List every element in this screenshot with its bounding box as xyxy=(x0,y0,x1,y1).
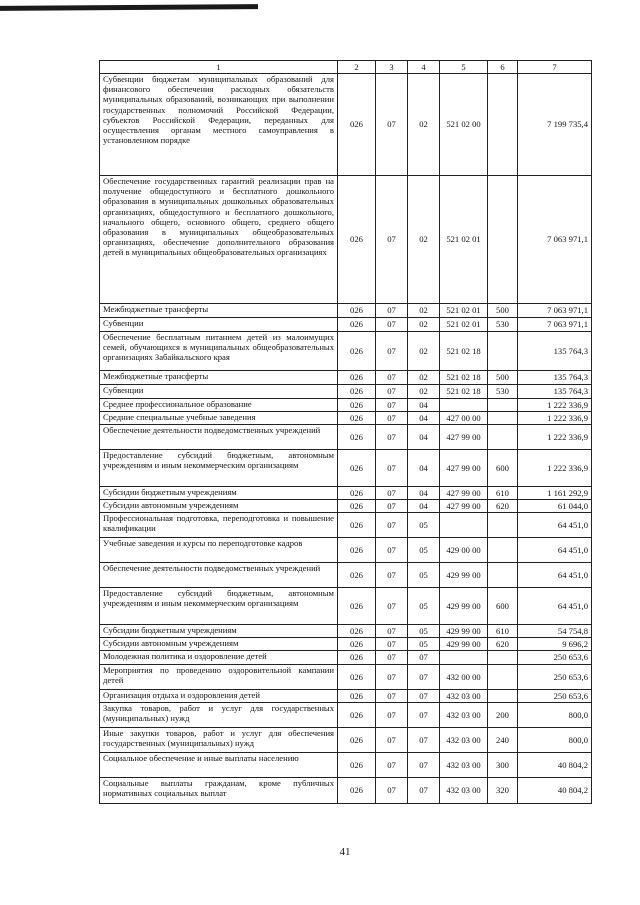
cell-subsection: 05 xyxy=(408,538,440,563)
table-row xyxy=(100,563,592,588)
cell-section: 07 xyxy=(376,500,408,513)
cell-name: Учебные заведения и курсы по переподготовке кадров xyxy=(100,538,338,563)
cell-expense-type: 300 xyxy=(488,753,518,778)
cell-section: 07 xyxy=(376,513,408,538)
cell-expense-type: 500 xyxy=(488,304,518,318)
cell-expense-type xyxy=(488,176,518,304)
cell-target-article xyxy=(440,399,488,412)
table-row xyxy=(100,665,592,690)
cell-subsection: 02 xyxy=(408,176,440,304)
cell-name: Субвенции бюджетам муниципальных образований для финансового обеспечения расходных обязательств муниципальных образований, возникающих при выполнении государственных полномочий Российской Федерации, субъектов Российской Федерации, переданных для осуществления органам местного самоуправления в установленном порядке xyxy=(100,74,338,176)
cell-amount: 64 451,0 xyxy=(518,538,592,563)
table-row xyxy=(100,450,592,487)
cell-subsection: 07 xyxy=(408,703,440,728)
table-row xyxy=(100,412,592,425)
cell-name: Субсидии бюджетным учреждениям xyxy=(100,625,338,638)
cell-name: Иные закупки товаров, работ и услуг для обеспечения государственных (муниципальных) нужд xyxy=(100,728,338,753)
cell-target-article: 432 03 00 xyxy=(440,778,488,804)
cell-name: Субсидии бюджетным учреждениям xyxy=(100,487,338,500)
cell-expense-type xyxy=(488,563,518,588)
cell-name: Социальные выплаты гражданам, кроме публичных нормативных социальных выплат xyxy=(100,778,338,804)
cell-expense-type xyxy=(488,425,518,450)
cell-section: 07 xyxy=(376,450,408,487)
cell-section: 07 xyxy=(376,690,408,703)
cell-section: 07 xyxy=(376,412,408,425)
cell-expense-type: 610 xyxy=(488,487,518,500)
cell-code: 026 xyxy=(338,332,376,371)
cell-section: 07 xyxy=(376,385,408,399)
cell-amount: 64 451,0 xyxy=(518,563,592,588)
cell-target-article: 429 99 00 xyxy=(440,588,488,625)
cell-target-article: 521 02 18 xyxy=(440,332,488,371)
table-header-row xyxy=(100,61,592,74)
cell-code: 026 xyxy=(338,399,376,412)
cell-name: Межбюджетные трансферты xyxy=(100,304,338,318)
cell-amount: 250 653,6 xyxy=(518,690,592,703)
cell-expense-type xyxy=(488,74,518,176)
cell-target-article: 429 99 00 xyxy=(440,625,488,638)
cell-code: 026 xyxy=(338,638,376,651)
cell-code: 026 xyxy=(338,651,376,665)
cell-target-article: 429 99 00 xyxy=(440,638,488,651)
cell-code: 026 xyxy=(338,318,376,332)
cell-section: 07 xyxy=(376,703,408,728)
cell-target-article: 432 00 00 xyxy=(440,665,488,690)
cell-amount: 1 161 292,9 xyxy=(518,487,592,500)
cell-subsection: 02 xyxy=(408,304,440,318)
cell-subsection: 07 xyxy=(408,651,440,665)
cell-subsection: 05 xyxy=(408,513,440,538)
cell-code: 026 xyxy=(338,625,376,638)
cell-code: 026 xyxy=(338,385,376,399)
cell-amount: 800,0 xyxy=(518,703,592,728)
cell-amount: 7 063 971,1 xyxy=(518,318,592,332)
cell-section: 07 xyxy=(376,487,408,500)
cell-amount: 64 451,0 xyxy=(518,588,592,625)
cell-name: Организация отдыха и оздоровления детей xyxy=(100,690,338,703)
cell-expense-type: 500 xyxy=(488,371,518,385)
cell-subsection: 04 xyxy=(408,412,440,425)
header-cell: 4 xyxy=(408,61,440,74)
cell-name: Мероприятия по проведению оздоровительной кампании детей xyxy=(100,665,338,690)
cell-name: Социальное обеспечение и иные выплаты населению xyxy=(100,753,338,778)
cell-expense-type xyxy=(488,690,518,703)
cell-code: 026 xyxy=(338,500,376,513)
cell-target-article xyxy=(440,651,488,665)
table-row xyxy=(100,332,592,371)
cell-subsection: 04 xyxy=(408,500,440,513)
cell-target-article: 427 99 00 xyxy=(440,450,488,487)
table-row xyxy=(100,399,592,412)
cell-expense-type: 610 xyxy=(488,625,518,638)
cell-section: 07 xyxy=(376,318,408,332)
cell-subsection: 07 xyxy=(408,665,440,690)
table-row xyxy=(100,588,592,625)
cell-subsection: 07 xyxy=(408,690,440,703)
cell-amount: 1 222 336,9 xyxy=(518,412,592,425)
cell-expense-type xyxy=(488,399,518,412)
cell-code: 026 xyxy=(338,412,376,425)
cell-code: 026 xyxy=(338,703,376,728)
cell-expense-type: 620 xyxy=(488,500,518,513)
cell-expense-type: 600 xyxy=(488,588,518,625)
cell-expense-type: 600 xyxy=(488,450,518,487)
cell-subsection: 05 xyxy=(408,588,440,625)
cell-code: 026 xyxy=(338,450,376,487)
cell-name: Среднее профессиональное образование xyxy=(100,399,338,412)
cell-expense-type: 620 xyxy=(488,638,518,651)
cell-section: 07 xyxy=(376,778,408,804)
cell-amount: 135 764,3 xyxy=(518,332,592,371)
table-row xyxy=(100,778,592,804)
cell-code: 026 xyxy=(338,176,376,304)
cell-expense-type xyxy=(488,651,518,665)
header-cell: 7 xyxy=(518,61,592,74)
table-row xyxy=(100,385,592,399)
cell-subsection: 05 xyxy=(408,638,440,651)
cell-amount: 61 044,0 xyxy=(518,500,592,513)
table-row xyxy=(100,753,592,778)
cell-amount: 250 653,6 xyxy=(518,665,592,690)
table-row xyxy=(100,371,592,385)
cell-expense-type xyxy=(488,538,518,563)
cell-subsection: 07 xyxy=(408,728,440,753)
cell-subsection: 02 xyxy=(408,332,440,371)
header-cell: 5 xyxy=(440,61,488,74)
cell-name: Обеспечение государственных гарантий реализации прав на получение общедоступного и бесплатного дошкольного образования в муниципальных дошкольных образовательных организациях, общедоступного и бесплатного дошкольного, начального общего, основного общего, среднего общего образования в муниципальных общеобразовательных организациях, обеспечение дополнительного образования детей в муниципальных общеобразовательных организациях xyxy=(100,176,338,304)
cell-target-article: 432 03 00 xyxy=(440,703,488,728)
cell-code: 026 xyxy=(338,304,376,318)
cell-section: 07 xyxy=(376,753,408,778)
cell-name: Обеспечение деятельности подведомственных учреждений xyxy=(100,425,338,450)
cell-amount: 7 199 735,4 xyxy=(518,74,592,176)
cell-subsection: 07 xyxy=(408,753,440,778)
cell-section: 07 xyxy=(376,728,408,753)
cell-amount: 9 696,2 xyxy=(518,638,592,651)
cell-name: Предоставление субсидий бюджетным, автономным учреждениям и иным некоммерческим организациям xyxy=(100,450,338,487)
cell-expense-type: 200 xyxy=(488,703,518,728)
cell-target-article: 429 00 00 xyxy=(440,538,488,563)
cell-code: 026 xyxy=(338,371,376,385)
page-number: 41 xyxy=(339,846,351,858)
cell-expense-type: 320 xyxy=(488,778,518,804)
cell-amount: 1 222 336,9 xyxy=(518,425,592,450)
cell-section: 07 xyxy=(376,332,408,371)
cell-name: Молодежная политика и оздоровление детей xyxy=(100,651,338,665)
cell-code: 026 xyxy=(338,563,376,588)
cell-section: 07 xyxy=(376,625,408,638)
cell-subsection: 07 xyxy=(408,778,440,804)
table-row xyxy=(100,318,592,332)
cell-expense-type xyxy=(488,412,518,425)
cell-target-article: 521 02 18 xyxy=(440,371,488,385)
cell-expense-type: 240 xyxy=(488,728,518,753)
cell-target-article: 429 99 00 xyxy=(440,563,488,588)
cell-target-article: 432 03 00 xyxy=(440,690,488,703)
cell-expense-type xyxy=(488,332,518,371)
cell-section: 07 xyxy=(376,638,408,651)
cell-subsection: 05 xyxy=(408,625,440,638)
table-row xyxy=(100,304,592,318)
cell-target-article: 432 03 00 xyxy=(440,753,488,778)
cell-name: Средние специальные учебные заведения xyxy=(100,412,338,425)
table-row xyxy=(100,625,592,638)
cell-target-article: 521 02 01 xyxy=(440,304,488,318)
cell-name: Предоставление субсидий бюджетным, автономным учреждениям и иным некоммерческим организациям xyxy=(100,588,338,625)
cell-amount: 54 754,8 xyxy=(518,625,592,638)
cell-section: 07 xyxy=(376,74,408,176)
cell-code: 026 xyxy=(338,538,376,563)
cell-target-article: 521 02 01 xyxy=(440,176,488,304)
table-row xyxy=(100,651,592,665)
cell-target-article xyxy=(440,513,488,538)
cell-target-article: 521 02 00 xyxy=(440,74,488,176)
cell-amount: 40 804,2 xyxy=(518,778,592,804)
cell-subsection: 04 xyxy=(408,450,440,487)
cell-subsection: 02 xyxy=(408,371,440,385)
cell-target-article: 427 00 00 xyxy=(440,412,488,425)
cell-target-article: 432 03 00 xyxy=(440,728,488,753)
cell-subsection: 04 xyxy=(408,425,440,450)
cell-expense-type: 530 xyxy=(488,318,518,332)
cell-name: Закупка товаров, работ и услуг для государственных (муниципальных) нужд xyxy=(100,703,338,728)
cell-expense-type xyxy=(488,513,518,538)
cell-subsection: 05 xyxy=(408,563,440,588)
cell-code: 026 xyxy=(338,425,376,450)
cell-section: 07 xyxy=(376,304,408,318)
cell-amount: 135 764,3 xyxy=(518,371,592,385)
table-row xyxy=(100,690,592,703)
cell-name: Профессиональная подготовка, переподготовка и повышение квалификации xyxy=(100,513,338,538)
header-cell: 3 xyxy=(376,61,408,74)
table-row xyxy=(100,74,592,176)
table-body xyxy=(100,74,592,804)
cell-section: 07 xyxy=(376,665,408,690)
table-row xyxy=(100,176,592,304)
cell-amount: 1 222 336,9 xyxy=(518,450,592,487)
header-cell: 6 xyxy=(488,61,518,74)
top-rule-line xyxy=(0,4,258,11)
cell-section: 07 xyxy=(376,563,408,588)
cell-code: 026 xyxy=(338,728,376,753)
cell-amount: 7 063 971,1 xyxy=(518,176,592,304)
cell-section: 07 xyxy=(376,176,408,304)
cell-name: Субвенции xyxy=(100,385,338,399)
cell-amount: 250 653,6 xyxy=(518,651,592,665)
table-row xyxy=(100,500,592,513)
cell-amount: 40 804,2 xyxy=(518,753,592,778)
cell-target-article: 521 02 01 xyxy=(440,318,488,332)
table-row xyxy=(100,638,592,651)
cell-section: 07 xyxy=(376,371,408,385)
cell-target-article: 427 99 00 xyxy=(440,500,488,513)
cell-subsection: 02 xyxy=(408,385,440,399)
cell-expense-type xyxy=(488,665,518,690)
cell-amount: 1 222 336,9 xyxy=(518,399,592,412)
cell-section: 07 xyxy=(376,651,408,665)
table-row xyxy=(100,703,592,728)
cell-amount: 64 451,0 xyxy=(518,513,592,538)
table-row xyxy=(100,513,592,538)
cell-subsection: 04 xyxy=(408,487,440,500)
table-row xyxy=(100,538,592,563)
cell-code: 026 xyxy=(338,588,376,625)
budget-table xyxy=(99,60,592,804)
cell-name: Субсидии автономным учреждениям xyxy=(100,500,338,513)
cell-target-article: 427 99 00 xyxy=(440,487,488,500)
table-row xyxy=(100,728,592,753)
cell-target-article: 427 99 00 xyxy=(440,425,488,450)
header-cell: 1 xyxy=(100,61,338,74)
cell-section: 07 xyxy=(376,425,408,450)
cell-code: 026 xyxy=(338,74,376,176)
cell-code: 026 xyxy=(338,513,376,538)
cell-name: Субсидии автономным учреждениям xyxy=(100,638,338,651)
cell-subsection: 02 xyxy=(408,74,440,176)
cell-name: Межбюджетные трансферты xyxy=(100,371,338,385)
table-row xyxy=(100,487,592,500)
cell-section: 07 xyxy=(376,538,408,563)
cell-section: 07 xyxy=(376,588,408,625)
cell-code: 026 xyxy=(338,665,376,690)
cell-code: 026 xyxy=(338,690,376,703)
cell-section: 07 xyxy=(376,399,408,412)
cell-code: 026 xyxy=(338,778,376,804)
cell-amount: 7 063 971,1 xyxy=(518,304,592,318)
cell-subsection: 02 xyxy=(408,318,440,332)
cell-code: 026 xyxy=(338,487,376,500)
cell-subsection: 04 xyxy=(408,399,440,412)
cell-target-article: 521 02 18 xyxy=(440,385,488,399)
cell-code: 026 xyxy=(338,753,376,778)
cell-amount: 800,0 xyxy=(518,728,592,753)
cell-name: Обеспечение бесплатным питанием детей из малоимущих семей, обучающихся в муниципальных общеобразовательных организациях Забайкальского края xyxy=(100,332,338,371)
table-row xyxy=(100,425,592,450)
cell-expense-type: 530 xyxy=(488,385,518,399)
header-cell: 2 xyxy=(338,61,376,74)
cell-amount: 135 764,3 xyxy=(518,385,592,399)
cell-name: Субвенции xyxy=(100,318,338,332)
cell-name: Обеспечение деятельности подведомственных учреждений xyxy=(100,563,338,588)
